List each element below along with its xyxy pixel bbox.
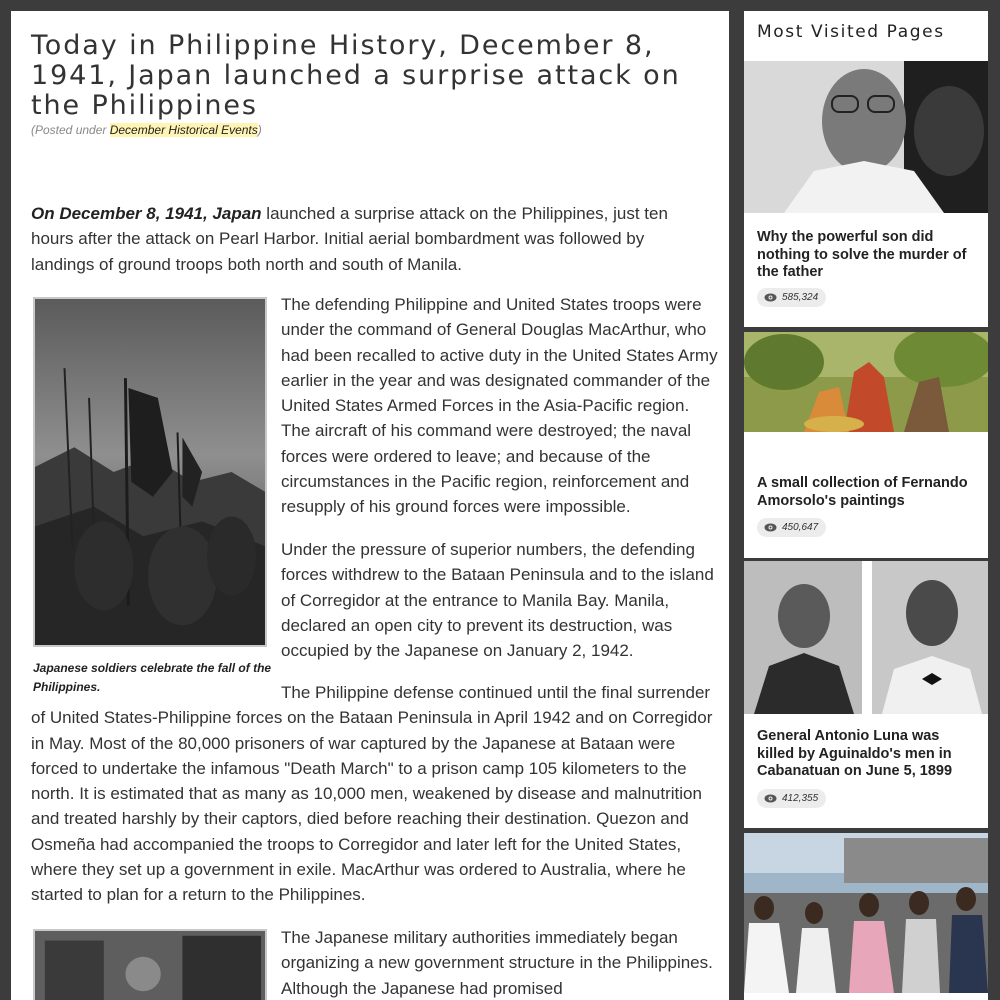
soldiers-photo-image — [35, 299, 265, 645]
card-thumbnail[interactable] — [744, 61, 988, 213]
posted-suffix: ) — [257, 123, 262, 137]
sidebar-header — [744, 11, 988, 61]
most-visited-card-3[interactable] — [744, 561, 988, 828]
paragraph-occupation: The Japanese military authorities immediately began organizing a new government structure in the Philippines. Although the Japanese had promised — [281, 928, 713, 998]
most-visited-card-4[interactable] — [744, 833, 988, 1000]
portrait-photo-image — [744, 61, 988, 213]
card-thumbnail[interactable] — [744, 833, 988, 993]
eye-icon — [764, 794, 777, 803]
most-visited-card-2[interactable] — [744, 332, 988, 558]
posted-prefix: (Posted under — [31, 123, 110, 137]
figure-caption: Japanese soldiers celebrate the fall of the Philippines. — [33, 661, 272, 694]
card-title[interactable]: Why the powerful son did nothing to solve the murder of the father — [757, 229, 967, 280]
intro-lead: On December 8, 1941, Japan — [31, 204, 262, 223]
paragraph-death-march: The Philippine defense continued until the final surrender of United States-Philippine forces on the Bataan Peninsula in April 1942 and on Corregidor in May. Most of the 80,000 prisoners of war captured by the Japanese at Bataan were forced to undertake the infamous "Death March" to a prison camp 105 kilometers to the north. It is estimated that as many as 10,000 men, weakened by disease and malnutrition and treated harshly by their captors, died before reaching their destination. Quezon and Osmeña had accompanied the troops to Corregidor and later left for the United States, where they set up a government in exile. MacArthur was ordered to Australia, where he started to plan for a return to the Philippines. — [31, 683, 713, 905]
intro-rest: launched a surprise attack on the Philippines, just ten hours after the attack on Pearl Harbor. Initial aerial bombardment was followed by landings of ground troops both north and south of Manila. — [31, 204, 668, 274]
card-title[interactable]: General Antonio Luna was killed by Aguinaldo's men in Cabanatuan on June 5, 1899 — [757, 728, 953, 779]
second-photo-image — [35, 931, 265, 1000]
category-link[interactable]: December Historical Events — [109, 123, 258, 137]
posted-under — [31, 123, 262, 137]
card-thumbnail[interactable] — [744, 332, 988, 432]
crowd-photo-image — [744, 833, 988, 993]
paragraph-intro — [31, 201, 711, 277]
view-count: 585,324 — [782, 292, 819, 303]
eye-icon — [764, 293, 777, 302]
most-visited-card-1[interactable] — [744, 61, 988, 327]
article-title: Today in Philippine History, December 8, 1941, Japan launched a surprise attack on the Philippines — [31, 30, 681, 121]
eye-icon — [764, 523, 777, 532]
view-count-badge — [757, 518, 826, 537]
portraits-photo-image — [744, 561, 988, 714]
view-count: 412,355 — [782, 793, 819, 804]
figure-second-photo — [33, 929, 267, 1000]
sidebar-heading: Most Visited Pages — [757, 22, 945, 42]
paragraph-defense: The defending Philippine and United States troops were under the command of General Douglas MacArthur, who had been recalled to active duty in the United States Army earlier in the year and was designated commander of the United States Armed Forces in the Asia-Pacific region. The aircraft of his command were destroyed; the naval forces were ordered to leave; and because of the circumstances in the Pacific region, reinforcement and resupply of his ground forces were impossible. — [281, 295, 718, 517]
painting-image — [744, 332, 988, 432]
view-count: 450,647 — [782, 522, 819, 533]
paragraph-withdrawal: Under the pressure of superior numbers, the defending forces withdrew to the Bataan Peninsula and to the island of Corregidor at the entrance to Manila Bay. Manila, declared an open city to prevent its destruction, was occupied by the Japanese on January 2, 1942. — [281, 540, 714, 661]
figure-soldiers-photo — [33, 297, 267, 647]
view-count-badge — [757, 288, 826, 307]
card-thumbnail[interactable] — [744, 561, 988, 714]
card-title[interactable]: A small collection of Fernando Amorsolo's paintings — [757, 475, 968, 509]
view-count-badge — [757, 789, 826, 808]
article-panel — [11, 11, 729, 1000]
